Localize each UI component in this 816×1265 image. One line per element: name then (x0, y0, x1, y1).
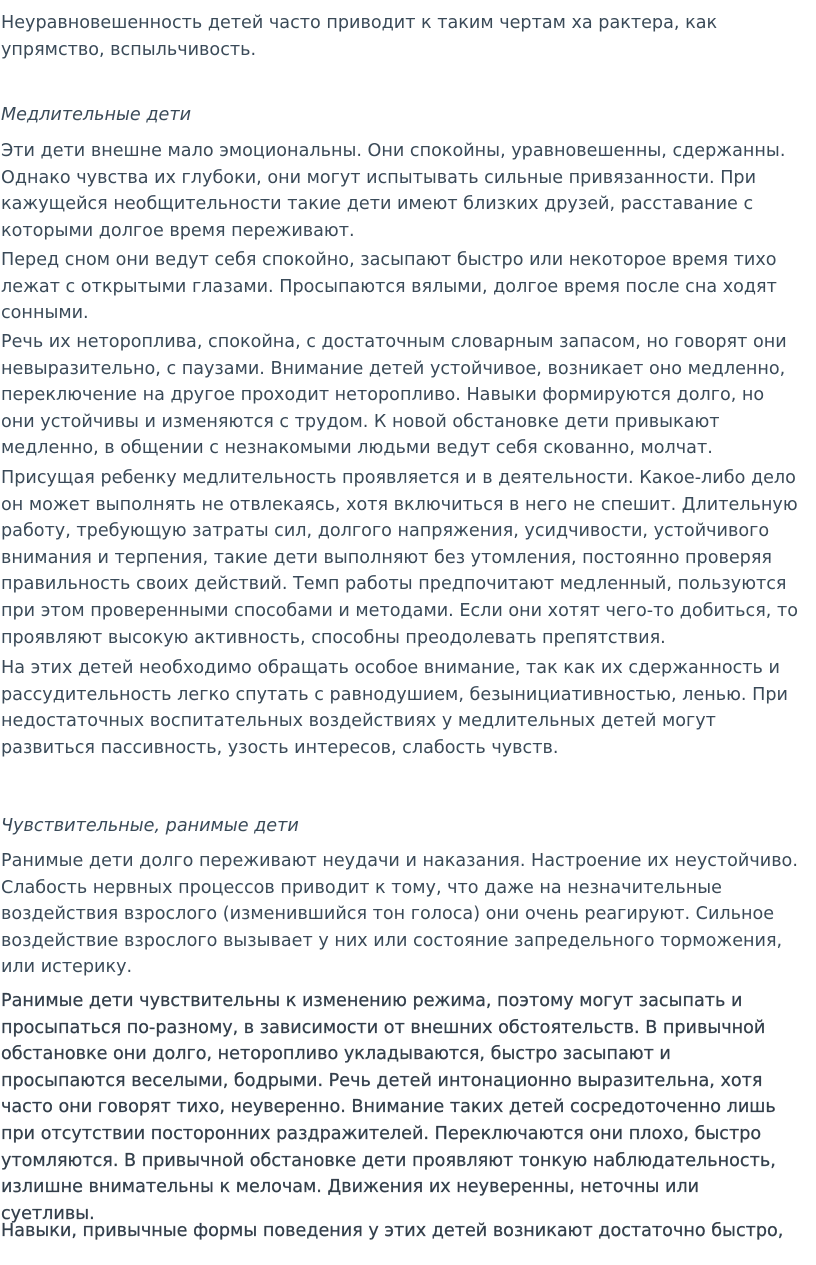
slow-paragraph-2 (1, 247, 777, 327)
text-line: при отсутствии посторонних раздражителей. Переключаются они плохо, быстро (1, 1123, 762, 1144)
text-line: Ранимые дети чувствительны к изменению режима, поэтому могут засыпать и (1, 991, 743, 1011)
text-line: Неуравновешенность детей часто приводит к таким чертам ха рактера, как (1, 13, 718, 33)
slow-paragraph-3 (1, 329, 787, 462)
sensitive-paragraph-1 (1, 848, 798, 981)
intro-paragraph (1, 10, 717, 63)
slow-paragraph-5 (1, 655, 788, 761)
text-line: внимания и терпения, такие дети выполняют без утомления, постоянно проверяя (1, 547, 773, 568)
text-line: Слабость нервных процессов приводит к тому, что даже на незначительные (1, 877, 722, 898)
text-line: правильность своих действий. Темп работы предпочитают медленный, пользуются (1, 574, 787, 595)
slow-paragraph-4 (1, 465, 798, 651)
text-line: кажущейся необщительности такие дети имеют близких друзей, расставание с (1, 194, 754, 215)
slow-paragraph-1 (1, 138, 785, 244)
text-line: при этом проверенными способами и методами. Если они хотят чего-то добиться, то (1, 600, 799, 621)
text-line: просыпаться по-разному, в зависимости от внешних обстоятельств. В привычной (1, 1017, 766, 1038)
text-line: просыпаются веселыми, бодрыми. Речь детей интонационно выразительна, хотя (1, 1070, 763, 1091)
text-line: На этих детей необходимо обращать особое внимание, так как их сдержанность и (1, 658, 780, 678)
text-line: излишне внимательны к мелочам. Движения их неуверенны, неточны или (1, 1177, 700, 1198)
text-line: он может выполнять не отвлекаясь, хотя включиться в него не спешит. Длительную (1, 494, 798, 515)
text-line: Речь их неторопливa, спокойна, с достаточным словарным запасом, но говорят они (1, 332, 787, 352)
text-line: переключение на другое проходит неторопливо. Навыки формируются долго, но (1, 385, 765, 406)
text-line: Навыки, привычные формы поведения у этих детей возникают достаточно быстро, (1, 1221, 784, 1241)
sensitive-paragraph-2 (1, 988, 776, 1227)
section-heading-slow: Медлительные дети (1, 105, 192, 125)
text-line: утомляются. В привычной обстановке дети проявляют тонкую наблюдательность, (1, 1150, 776, 1171)
text-line: недостаточных воспитательных воздействиях у медлительных детей могут (1, 711, 716, 732)
text-line: обстановке они долго, неторопливо укладываются, быстро засыпают и (1, 1044, 671, 1065)
text-line: рассудительность легко спутать с равнодушием, безынициативностью, ленью. При (1, 684, 788, 705)
sensitive-paragraph-3 (1, 1218, 783, 1245)
text-line: упрямство, вспыльчивость. (1, 39, 257, 60)
text-line: медленно, в общении с незнакомыми людьми ведут себя скованно, молчат. (1, 438, 713, 459)
text-line: воздействие взрослого вызывает у них или состояние запредельного торможения, (1, 930, 783, 951)
text-line: лежат с открытыми глазами. Просыпаются вялыми, долгое время после сна ходят (1, 276, 777, 297)
text-line: которыми долгое время переживают. (1, 220, 355, 241)
text-line: развиться пассивность, узость интересов, слабость чувств. (1, 737, 559, 758)
text-line: сонными. (1, 303, 89, 324)
text-line: Присущая ребенку медлительность проявляется и в деятельности. Какое-либо дело (1, 468, 796, 488)
text-line: невыразительно, с паузами. Внимание детей устойчивое, возникает оно медленно, (1, 358, 786, 379)
text-line: Однако чувства их глубоки, они могут испытывать сильные привязанности. При (1, 167, 757, 188)
text-line: проявляют высокую активность, способны преодолевать препятствия. (1, 627, 666, 648)
text-line: суетливы. (1, 1203, 95, 1224)
section-heading-sensitive: Чувствительные, ранимые дети (1, 816, 299, 836)
text-line: Ранимые дети долго переживают неудачи и наказания. Настроение их неустойчиво. (1, 851, 798, 871)
text-line: Эти дети внешне мало эмоциональны. Они спокойны, уравновешенны, сдержанны. (1, 141, 786, 161)
text-line: воздействия взрослого (изменившийся тон голоса) они очень реагируют. Сильное (1, 904, 775, 925)
text-line: работу, требующую затраты сил, долгого напряжения, усидчивости, устойчивого (1, 521, 770, 542)
text-line: или истерику. (1, 957, 133, 978)
text-line: Перед сном они ведут себя спокойно, засыпают быстро или некоторое время тихо (1, 250, 777, 270)
text-line: часто они говорят тихо, неуверенно. Внимание таких детей сосредоточенно лишь (1, 1097, 776, 1118)
text-line: они устойчивы и изменяются с трудом. К новой обстановке дети привыкают (1, 411, 720, 432)
